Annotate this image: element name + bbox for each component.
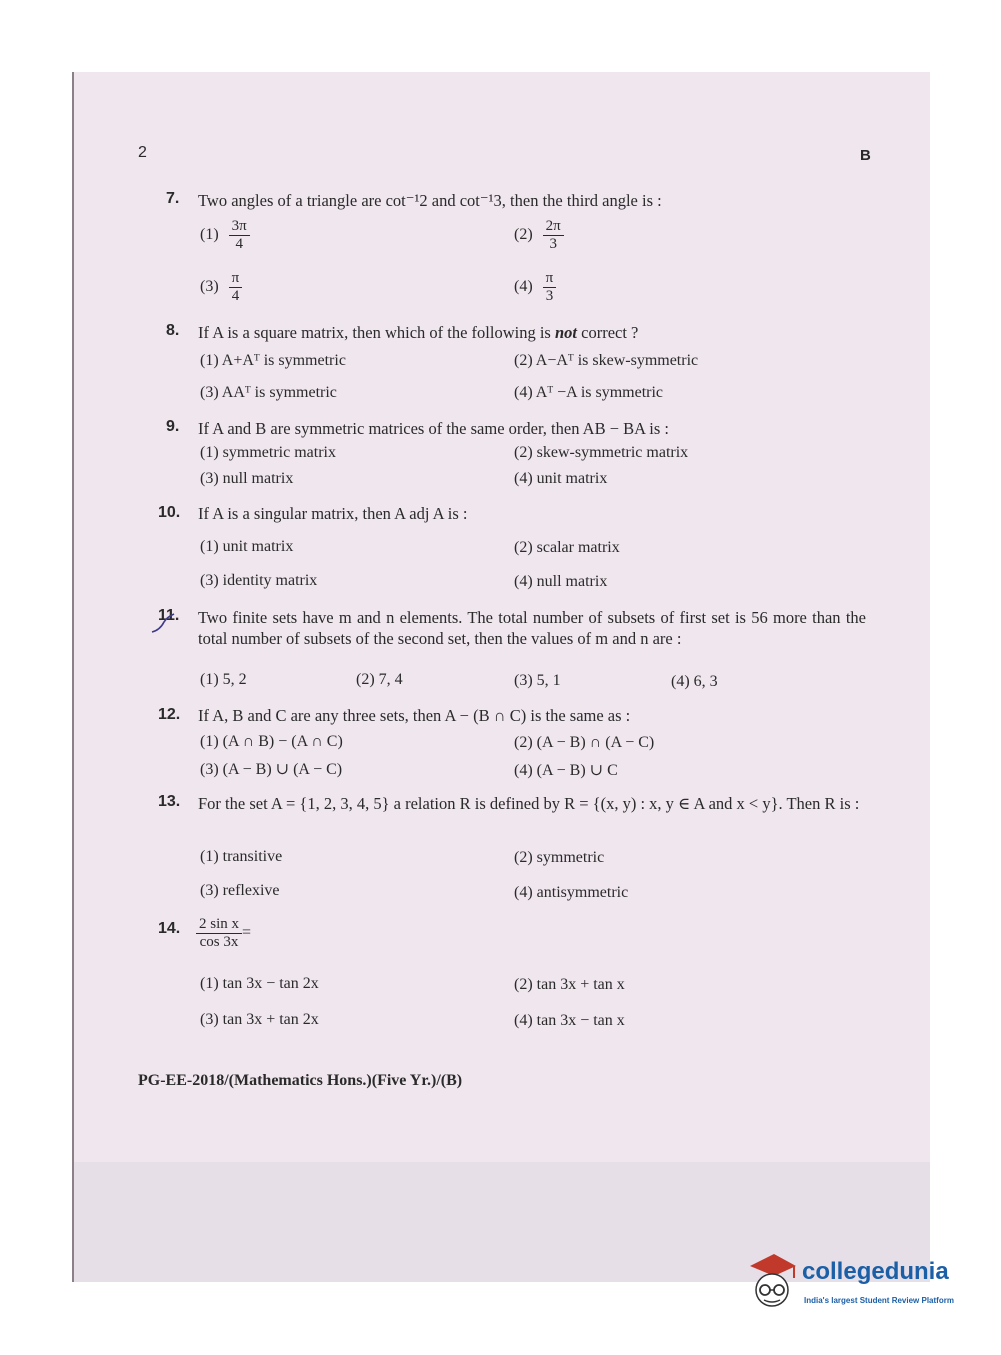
- option: (2) scalar matrix: [514, 539, 620, 556]
- option: (2) tan 3x + tan x: [514, 976, 625, 993]
- question-number: 7.: [166, 190, 180, 207]
- option: (4) (A − B) ∪ C: [514, 762, 618, 779]
- option: (2) (A − B) ∩ (A − C): [514, 734, 655, 751]
- question-stem: [198, 322, 638, 343]
- option: [514, 218, 564, 253]
- option-label: (1): [200, 226, 219, 244]
- option: (3) reflexive: [200, 882, 280, 899]
- stem-text: If A is a square matrix, then which of the following is: [198, 323, 555, 342]
- option: (1) (A ∩ B) − (A ∩ C): [200, 733, 343, 750]
- question-number: 8.: [166, 322, 180, 339]
- stem-emphasis: not: [554, 323, 577, 342]
- set-code: B: [860, 147, 871, 164]
- option: [514, 270, 556, 305]
- option: (1) 5, 2: [200, 671, 247, 688]
- option: (3) identity matrix: [200, 572, 318, 589]
- question-number: 10.: [158, 504, 181, 521]
- option: (1) A+Aᵀ is symmetric: [200, 352, 346, 369]
- option: [200, 270, 242, 305]
- option: (4) tan 3x − tan x: [514, 1012, 625, 1029]
- question-stem: For the set A = {1, 2, 3, 4, 5} a relation R is defined by R = {(x, y) : x, y ∈ A and x < y}. Then R is :: [198, 794, 860, 813]
- sheet-left-edge: [72, 72, 74, 1282]
- fraction-numerator: 2π: [543, 218, 564, 236]
- question-number: 14.: [158, 920, 181, 937]
- mascot-icon: [744, 1252, 800, 1312]
- question-number: 13.: [158, 793, 181, 810]
- fraction: [543, 218, 564, 253]
- pen-tick-mark: [150, 612, 180, 636]
- option: (3) tan 3x + tan 2x: [200, 1011, 319, 1028]
- brand-logo: [744, 1248, 974, 1318]
- option: (3) (A − B) ∪ (A − C): [200, 761, 343, 778]
- page-number: 2: [138, 144, 147, 161]
- brand-name: collegedunia: [802, 1258, 949, 1285]
- brand-tagline: India's largest Student Review Platform: [804, 1296, 954, 1305]
- option: (4) null matrix: [514, 573, 608, 590]
- fraction-numerator: 3π: [229, 218, 250, 236]
- option: (2) symmetric: [514, 849, 605, 866]
- option: (3) AAᵀ is symmetric: [200, 384, 337, 401]
- fraction: [229, 218, 250, 253]
- option: (2) 7, 4: [356, 671, 403, 688]
- option-label: (2): [514, 226, 533, 244]
- question-stem: If A and B are symmetric matrices of the same order, then AB − BA is :: [198, 419, 669, 438]
- question-stem: If A, B and C are any three sets, then A − (B ∩ C) is the same as :: [198, 706, 631, 725]
- fraction: [543, 270, 557, 305]
- fraction-denominator: 4: [231, 288, 240, 304]
- option: (4) antisymmetric: [514, 884, 629, 901]
- fraction-numerator: 2 sin x: [196, 916, 242, 934]
- fraction: [229, 270, 243, 305]
- question-stem: Two finite sets have m and n elements. The total number of subsets of first set is 56 more than the total number of subsets of the second set, then the values of m and n are :: [198, 608, 866, 648]
- equals-sign: =: [242, 924, 252, 942]
- option-label: (4): [514, 278, 533, 296]
- fraction: [196, 916, 242, 951]
- fraction-denominator: 4: [235, 236, 243, 252]
- fraction-denominator: 3: [545, 288, 554, 304]
- paper-code: PG-EE-2018/(Mathematics Hons.)(Five Yr.)/(B): [138, 1072, 463, 1089]
- option: (2) skew-symmetric matrix: [514, 444, 689, 461]
- option-label: (3): [200, 278, 219, 296]
- option: (1) tan 3x − tan 2x: [200, 975, 319, 992]
- option: (4) unit matrix: [514, 470, 608, 487]
- option: [200, 218, 250, 253]
- question-stem: If A is a singular matrix, then A adj A is :: [198, 504, 468, 523]
- question-number: 12.: [158, 706, 181, 723]
- option: (1) transitive: [200, 848, 283, 865]
- option: (3) 5, 1: [514, 672, 561, 689]
- fraction-denominator: cos 3x: [199, 934, 239, 950]
- question-stem: [196, 916, 251, 951]
- question-stem: Two angles of a triangle are cot⁻¹2 and cot⁻¹3, then the third angle is :: [198, 191, 662, 210]
- option: (1) unit matrix: [200, 538, 294, 555]
- fraction-denominator: 3: [549, 236, 557, 252]
- fraction-numerator: π: [543, 270, 557, 288]
- option: (4) 6, 3: [671, 673, 718, 690]
- option: (3) null matrix: [200, 470, 294, 487]
- stem-text: correct ?: [577, 323, 639, 342]
- option: (4) Aᵀ −A is symmetric: [514, 384, 664, 401]
- fraction-numerator: π: [229, 270, 243, 288]
- option: (1) symmetric matrix: [200, 444, 336, 461]
- question-number: 9.: [166, 418, 180, 435]
- question-number: 11.: [158, 607, 180, 624]
- option: (2) A−Aᵀ is skew-symmetric: [514, 352, 699, 369]
